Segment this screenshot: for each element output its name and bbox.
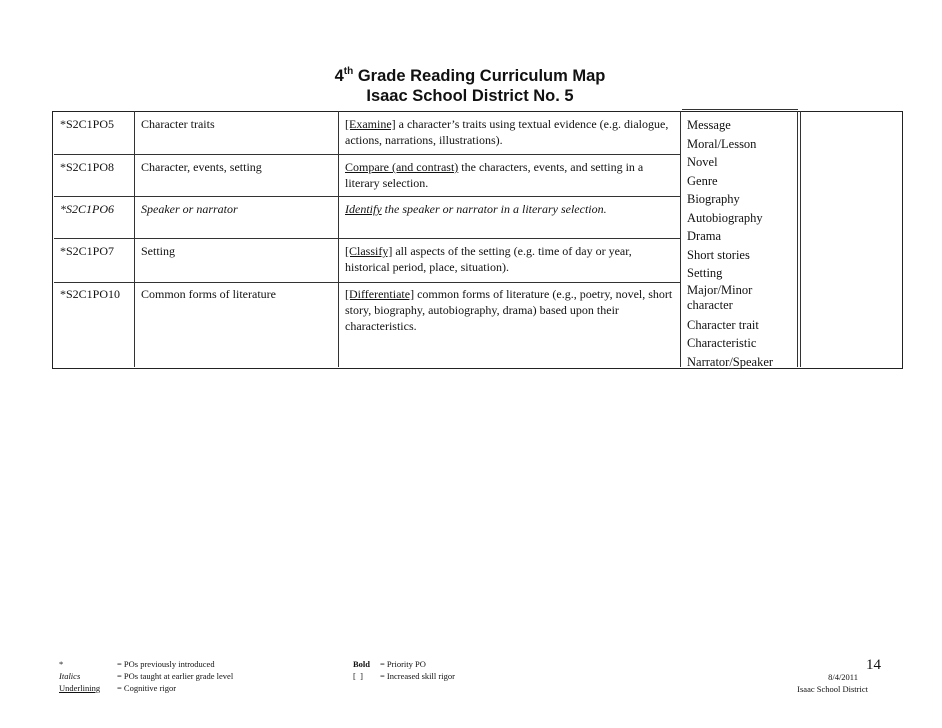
po-code: *S2C1PO5	[60, 117, 115, 131]
vocab-term: Biography	[687, 192, 740, 206]
page-number: 14	[866, 657, 881, 673]
po-description-text: a character’s traits using textual evidence (e.g. dialogue, actions, narrations, illustrations).	[345, 117, 669, 147]
row-divider	[54, 282, 680, 283]
po-description-text: the speaker or narrator in a literary selection.	[381, 202, 607, 216]
po-code: *S2C1PO6	[60, 202, 114, 216]
vocab-term: Characteristic	[687, 336, 757, 350]
rigor-verb: [Classify]	[345, 244, 393, 258]
po-topic: Character traits	[141, 117, 215, 131]
row-divider	[54, 238, 680, 239]
legend-text: = POs taught at earlier grade level	[117, 671, 234, 681]
po-description-text: all aspects of the setting (e.g. time of day or year, historical period, place, situation).	[345, 244, 632, 274]
po-description	[345, 116, 675, 148]
column-divider	[797, 111, 798, 367]
po-code: *S2C1PO8	[60, 160, 115, 174]
legend-key: Bold	[353, 659, 371, 669]
vocab-term: Message	[687, 118, 731, 132]
vocab-term: Genre	[687, 173, 718, 188]
po-description-text: common forms of literature (e.g., poetry, novel, short story, biography, autobiography, drama) based upon their characteristics.	[345, 287, 673, 333]
rigor-verb: Identify	[345, 202, 382, 216]
legend-text: = POs previously introduced	[117, 659, 215, 669]
po-topic: Setting	[141, 244, 176, 258]
po-description	[345, 286, 675, 334]
rigor-verb: Compare (and contrast)	[345, 160, 459, 174]
vocab-column-top-border	[682, 109, 798, 112]
column-divider	[134, 111, 135, 367]
column-divider	[680, 111, 681, 367]
title-grade: 4	[334, 67, 344, 85]
po-topic: Character, events, setting	[141, 160, 262, 174]
document-subtitle: Isaac School District No. 5	[366, 87, 574, 105]
po-description	[345, 201, 675, 217]
legend-key: Italics	[59, 671, 81, 681]
vocab-term: Autobiography	[687, 210, 763, 225]
legend-key: *	[59, 659, 64, 669]
row-divider	[54, 196, 680, 197]
po-topic: Common forms of literature	[141, 287, 276, 301]
vocab-term: Narrator/Speaker	[687, 354, 774, 369]
document-title	[300, 66, 640, 106]
vocab-term: Character trait	[687, 317, 759, 332]
legend-text: = Priority PO	[380, 659, 426, 669]
title-text: Grade Reading Curriculum Map	[353, 67, 606, 85]
vocab-term: Setting	[687, 266, 723, 280]
legend-text: = Cognitive rigor	[117, 683, 177, 693]
column-divider	[800, 111, 801, 367]
rigor-verb: [Examine]	[345, 117, 396, 131]
vocab-term: Short stories	[687, 247, 750, 262]
vocab-term: Major/Minor character	[687, 282, 753, 312]
po-code: *S2C1PO10	[60, 287, 121, 301]
vocab-term: Drama	[687, 229, 722, 243]
po-description-text: the characters, events, and setting in a literary selection.	[345, 160, 644, 190]
row-divider	[54, 154, 680, 155]
title-superscript: th	[343, 66, 354, 77]
legend-key: [ ]	[353, 671, 363, 681]
po-topic: Speaker or narrator	[141, 202, 238, 216]
column-divider	[338, 111, 339, 367]
po-description	[345, 243, 675, 275]
rigor-verb: [Differentiate]	[345, 287, 415, 301]
footer-date: 8/4/2011	[828, 672, 858, 682]
po-code: *S2C1PO7	[60, 244, 115, 258]
legend-key: Underlining	[59, 683, 101, 693]
po-description	[345, 159, 675, 191]
footer-district: Isaac School District	[797, 684, 868, 694]
vocab-term: Novel	[687, 155, 718, 169]
legend-text: = Increased skill rigor	[380, 671, 455, 681]
vocab-term: Moral/Lesson	[687, 136, 757, 151]
vocabulary-list	[687, 116, 795, 371]
